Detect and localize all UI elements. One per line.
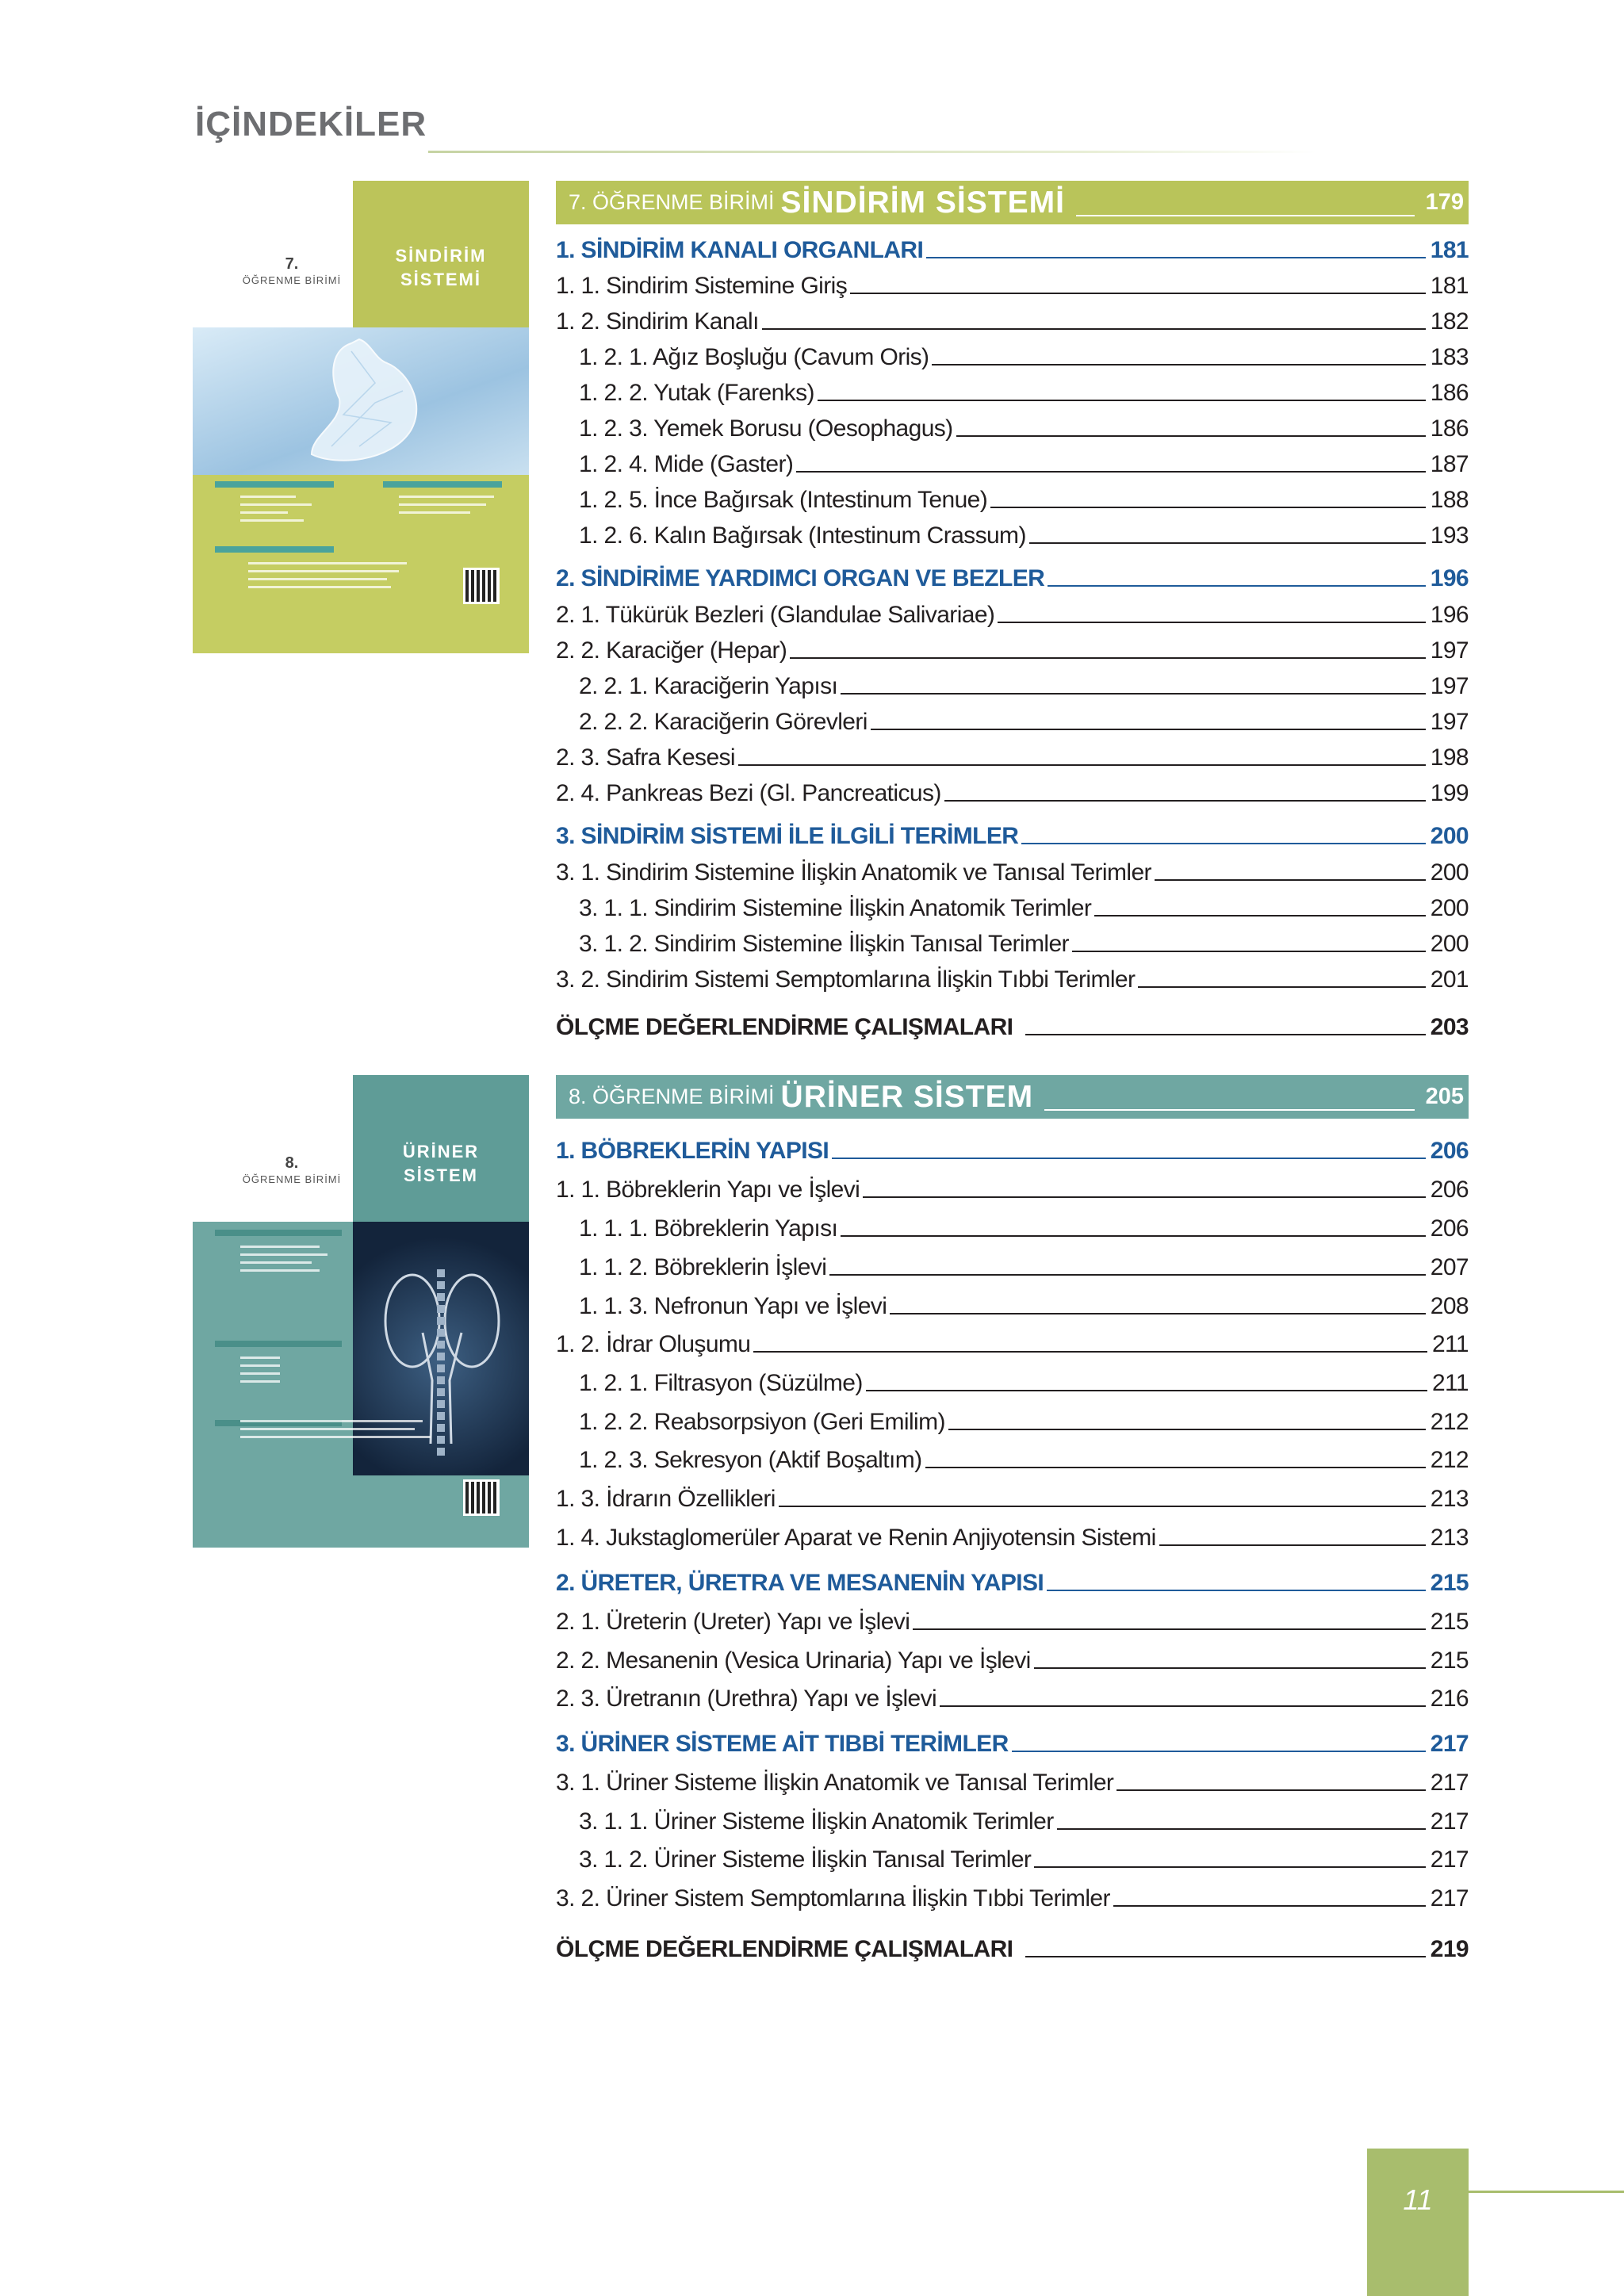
toc-entry[interactable]: 3. 1. 2. Sindirim Sistemine İlişkin Tanısal Terimler 200 [579, 931, 1469, 957]
thumb-unit-label: ÖĞRENME BİRİMİ [242, 1173, 342, 1185]
thumb-title-panel [353, 1075, 529, 1222]
heading-rule [428, 151, 1316, 153]
toc-entry[interactable]: 2. 3. Safra Kesesi 198 [556, 744, 1469, 771]
unit7-title: SİNDİRİM SİSTEMİ [780, 185, 1065, 220]
toc-entry[interactable]: 1. 2. İdrar Oluşumu 211 [556, 1331, 1469, 1357]
toc-section[interactable]: 2. SİNDİRİME YARDIMCI ORGAN VE BEZLER 196 [556, 565, 1469, 591]
toc-entry[interactable]: 1. 2. 4. Mide (Gaster) 187 [579, 451, 1469, 477]
unit7-toc [556, 181, 1469, 1053]
toc-evaluation[interactable]: ÖLÇME DEĞERLENDİRME ÇALIŞMALARI 219 [556, 1936, 1469, 1962]
thumb-title-line1: ÜRİNER [402, 1142, 480, 1161]
toc-entry[interactable]: 1. 2. 5. İnce Bağırsak (Intestinum Tenue) 188 [579, 487, 1469, 513]
toc-entry[interactable]: 2. 3. Üretranın (Urethra) Yapı ve İşlevi 216 [556, 1686, 1469, 1712]
thumb-title-line1: SİNDİRİM [395, 246, 487, 266]
toc-entry[interactable]: 1. 1. 2. Böbreklerin İşlevi 207 [579, 1254, 1469, 1280]
toc-entry[interactable]: 2. 1. Tükürük Bezleri (Glandulae Salivariae) 196 [556, 602, 1469, 628]
unit8-cover-thumbnail[interactable] [193, 1075, 529, 1548]
unit8-title: ÜRİNER SİSTEM [780, 1079, 1034, 1114]
unit7-page: 179 [1425, 189, 1464, 215]
toc-evaluation[interactable]: ÖLÇME DEĞERLENDİRME ÇALIŞMALARI 203 [556, 1014, 1469, 1040]
toc-entry[interactable]: 3. 1. Üriner Sisteme İlişkin Anatomik ve Tanısal Terimler 217 [556, 1770, 1469, 1796]
toc-entry[interactable]: 1. 2. 3. Sekresyon (Aktif Boşaltım) 212 [579, 1447, 1469, 1473]
toc-entry[interactable]: 1. 2. 1. Ağız Boşluğu (Cavum Oris) 183 [579, 344, 1469, 370]
thumb-unit-number: 8. [285, 1154, 299, 1172]
unit8-page: 205 [1425, 1084, 1464, 1109]
toc-section[interactable]: 3. ÜRİNER SİSTEME AİT TIBBİ TERİMLER 217 [556, 1731, 1469, 1757]
toc-entry[interactable]: 2. 1. Üreterin (Ureter) Yapı ve İşlevi 215 [556, 1609, 1469, 1635]
toc-entry[interactable]: 2. 2. Karaciğer (Hepar) 197 [556, 637, 1469, 664]
toc-entry[interactable]: 2. 4. Pankreas Bezi (Gl. Pancreaticus) 199 [556, 780, 1469, 806]
unit8-toc [556, 1075, 1469, 1995]
toc-entry[interactable]: 3. 1. 1. Üriner Sisteme İlişkin Anatomik Terimler 217 [579, 1808, 1469, 1835]
toc-entry[interactable]: 3. 2. Sindirim Sistemi Semptomlarına İlişkin Tıbbi Terimler 201 [556, 966, 1469, 993]
thumb-unit-number: 7. [285, 255, 299, 273]
toc-entry[interactable]: 1. 2. 2. Yutak (Farenks) 186 [579, 380, 1469, 406]
page-number-tab [1367, 2149, 1469, 2296]
unit7-header-bar[interactable] [556, 181, 1469, 224]
thumb-title-line2: SİSTEMİ [400, 270, 481, 289]
toc-entry[interactable]: 1. 1. 3. Nefronun Yapı ve İşlevi 208 [579, 1293, 1469, 1319]
thumb-header [193, 181, 529, 327]
toc-entry[interactable]: 1. 1. Sindirim Sistemine Giriş 181 [556, 273, 1469, 299]
unit7-label: 7. ÖĞRENME BİRİMİ [569, 190, 775, 214]
stomach-illustration-icon [193, 327, 529, 475]
toc-entry[interactable]: 3. 1. 2. Üriner Sisteme İlişkin Tanısal Terimler 217 [579, 1846, 1469, 1873]
thumb-title-panel [353, 181, 529, 327]
toc-entry[interactable]: 1. 3. İdrarın Özellikleri 213 [556, 1486, 1469, 1512]
toc-entry[interactable]: 3. 1. Sindirim Sistemine İlişkin Anatomik ve Tanısal Terimler 200 [556, 859, 1469, 886]
page-title: İÇİNDEKİLER [195, 105, 427, 144]
toc-entry[interactable]: 2. 2. 1. Karaciğerin Yapısı 197 [579, 673, 1469, 699]
toc-entry[interactable]: 1. 2. 1. Filtrasyon (Süzülme) 211 [579, 1370, 1469, 1396]
page-number-rule [1469, 2191, 1624, 2193]
toc-entry[interactable]: 1. 2. 2. Reabsorpsiyon (Geri Emilim) 212 [579, 1409, 1469, 1435]
toc-section[interactable]: 2. ÜRETER, ÜRETRA VE MESANENİN YAPISI 215 [556, 1570, 1469, 1596]
toc-entry[interactable]: 1. 4. Jukstaglomerüler Aparat ve Renin Anjiyotensin Sistemi 213 [556, 1525, 1469, 1551]
unit8-header-bar[interactable] [556, 1075, 1469, 1119]
toc-entry[interactable]: 2. 2. 2. Karaciğerin Görevleri 197 [579, 709, 1469, 735]
thumb-footer [193, 1475, 529, 1548]
toc-entry[interactable]: 3. 1. 1. Sindirim Sistemine İlişkin Anatomik Terimler 200 [579, 895, 1469, 921]
toc-section[interactable]: 1. SİNDİRİM KANALI ORGANLARI 181 [556, 237, 1469, 263]
toc-entry[interactable]: 1. 2. 3. Yemek Borusu (Oesophagus) 186 [579, 415, 1469, 442]
thumb-header [193, 1075, 529, 1222]
unit7-cover-thumbnail[interactable] [193, 181, 529, 653]
thumb-title-line2: SİSTEM [404, 1165, 478, 1185]
thumb-content-area [193, 475, 529, 653]
toc-entry[interactable]: 1. 2. 6. Kalın Bağırsak (Intestinum Crassum) 193 [579, 522, 1469, 549]
toc-section[interactable]: 3. SİNDİRİM SİSTEMİ İLE İLGİLİ TERİMLER 200 [556, 823, 1469, 849]
toc-entry[interactable]: 3. 2. Üriner Sistem Semptomlarına İlişkin Tıbbi Terimler 217 [556, 1885, 1469, 1911]
toc-entry[interactable]: 1. 1. 1. Böbreklerin Yapısı 206 [579, 1215, 1469, 1242]
toc-entry[interactable]: 1. 1. Böbreklerin Yapı ve İşlevi 206 [556, 1177, 1469, 1203]
unit8-label: 8. ÖĞRENME BİRİMİ [569, 1085, 775, 1108]
toc-section[interactable]: 1. BÖBREKLERİN YAPISI 206 [556, 1138, 1469, 1164]
toc-entry[interactable]: 2. 2. Mesanenin (Vesica Urinaria) Yapı ve İşlevi 215 [556, 1647, 1469, 1674]
qr-code-icon [465, 1482, 497, 1513]
thumb-unit-label: ÖĞRENME BİRİMİ [242, 274, 342, 286]
page-number: 11 [1403, 2183, 1433, 2216]
toc-entry[interactable]: 1. 2. Sindirim Kanalı 182 [556, 308, 1469, 335]
qr-code-icon [465, 570, 497, 602]
